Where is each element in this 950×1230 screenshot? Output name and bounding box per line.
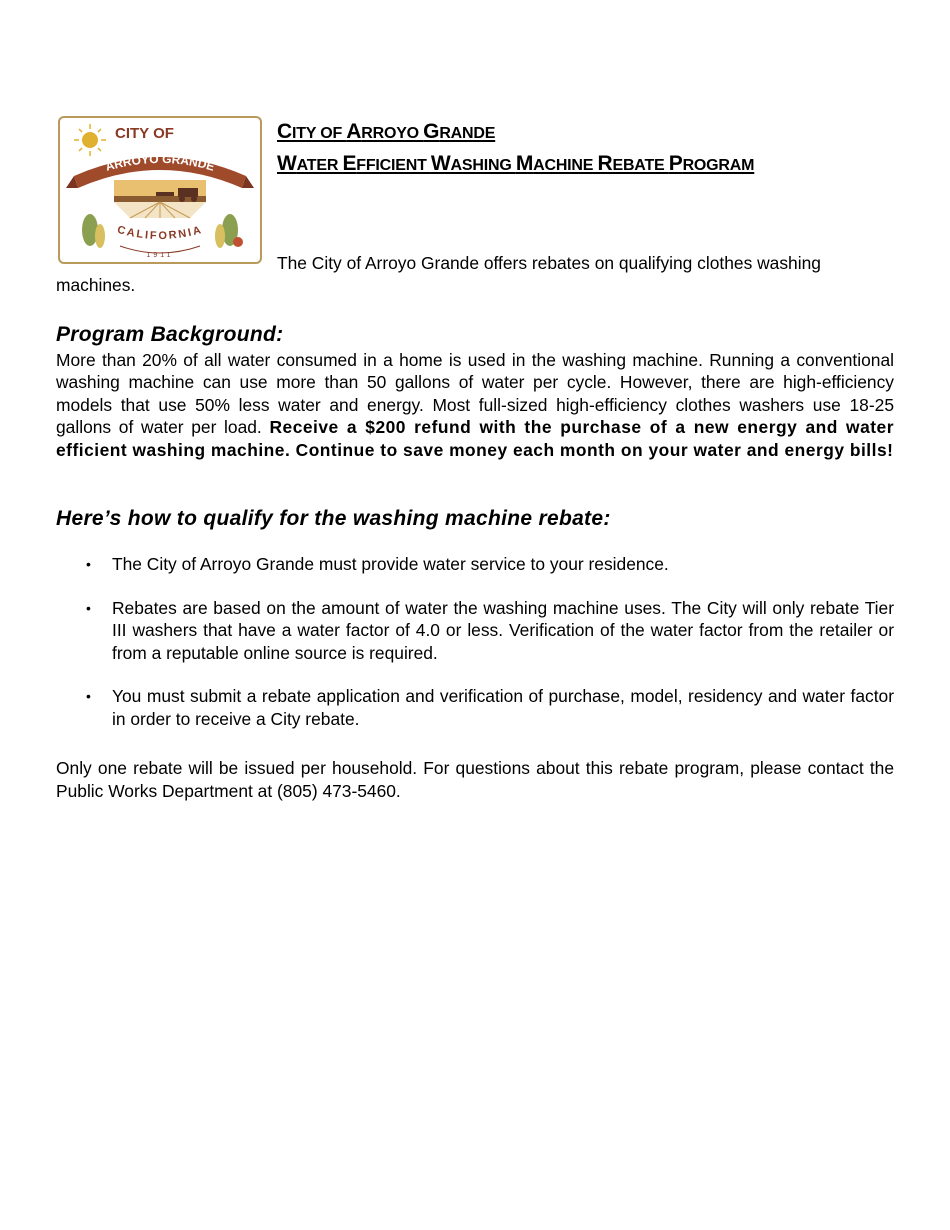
program-background-paragraph: More than 20% of all water consumed in a home is used in the washing machine. Running a conventional washing machine can use more than 50 gallons of water per cycle. However, there are high-efficiency models that use 50% less water and energy. Most full-sized high-efficiency clothes washers use 18-25 gallons of water per load. Receive a $200 refund with the purchase of a new energy and water efficient washing machine. Continue to save money each month on your water and energy bills! [56, 350, 894, 460]
logo-banner-text: ARROYO GRANDE [103, 151, 217, 174]
list-item: • The City of Arroyo Grande must provide water service to your residence. [86, 554, 669, 574]
sun-icon [74, 124, 106, 156]
qualify-list [56, 553, 894, 752]
contact-paragraph: Only one rebate will be issued per household. For questions about this rebate program, please contact the Public Works Department at (805) 473-5460. [56, 758, 894, 801]
bullet-icon: • [86, 556, 91, 572]
bullet-icon: • [86, 688, 91, 705]
logo-bottom-text: CALIFORNIA [115, 223, 205, 243]
list-item: • Rebates are based on the amount of water the washing machine uses. The City will only rebate Tier III washers that have a water factor of 4.0 or less. Verification of the water factor from the retailer or from a reputable online source is required. [86, 597, 894, 663]
logo-top-text: CITY OF [115, 125, 174, 142]
title-line-1: CITY OF ARROYO GRANDE [277, 120, 496, 143]
document-title [277, 117, 754, 181]
intro-paragraph: The City of Arroyo Grande offers rebates on qualifying clothes washing machines. [56, 253, 821, 295]
city-seal-logo [58, 116, 262, 264]
qualify-heading: Here’s how to qualify for the washing machine rebate: [56, 507, 611, 530]
rebate-highlight: Receive a $200 refund with the purchase of a new energy and water efficient washing machine. Continue to save money each month on your water and energy bills! [56, 417, 894, 460]
program-background-heading: Program Background: [56, 323, 284, 346]
logo-year-text: 1911 [146, 252, 174, 259]
bullet-icon: • [86, 599, 91, 616]
list-item: • You must submit a rebate application and verification of purchase, model, residency and water factor in order to receive a City rebate. [86, 686, 894, 729]
title-line-2: WATER EFFICIENT WASHING MACHINE REBATE PROGRAM [277, 152, 755, 175]
